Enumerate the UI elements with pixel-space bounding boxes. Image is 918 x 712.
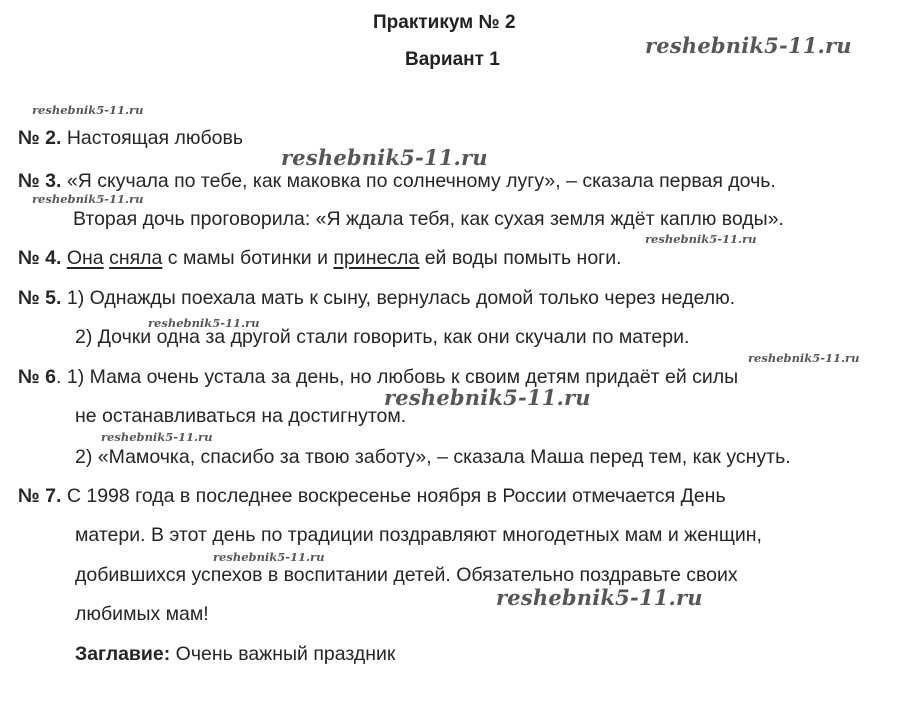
underlined-predicate: принесла <box>333 247 420 269</box>
task-7-title-line <box>75 643 395 666</box>
task-number: № 2. <box>18 127 62 149</box>
watermark: reshebnik5-11.ru <box>148 316 260 330</box>
watermark: reshebnik5-11.ru <box>384 385 591 410</box>
watermark: reshebnik5-11.ru <box>645 33 852 58</box>
task-number: № 5. <box>18 287 62 309</box>
watermark: reshebnik5-11.ru <box>496 585 703 610</box>
task-5-line-2: 2) Дочки одна за другой стали говорить, как они скучали по матери. <box>75 326 690 348</box>
task-text: ей воды помыть ноги. <box>424 247 622 269</box>
task-7-line-2: матери. В этот день по традиции поздравляют многодетных мам и женщин, <box>75 524 762 546</box>
title-text: Очень важный праздник <box>175 643 396 665</box>
watermark: reshebnik5-11.ru <box>748 351 860 365</box>
title-label: Заглавие: <box>75 643 171 665</box>
watermark: reshebnik5-11.ru <box>101 430 213 444</box>
task-7 <box>18 485 726 508</box>
variant-title: Вариант 1 <box>405 49 500 70</box>
task-6-line-2: не останавливаться на достигнутом. <box>75 405 407 427</box>
watermark: reshebnik5-11.ru <box>32 192 144 206</box>
page-title: Практикум № 2 <box>373 12 516 33</box>
task-2 <box>18 127 243 150</box>
task-number: № 3. <box>18 170 62 192</box>
task-text: 1) Однажды поехала мать к сыну, вернулась домой только через неделю. <box>66 287 736 309</box>
task-5 <box>18 287 735 310</box>
task-6-line-3: 2) «Мамочка, спасибо за твою заботу», – сказала Маша перед тем, как уснуть. <box>75 446 791 468</box>
task-3 <box>18 170 776 193</box>
task-6 <box>18 366 738 389</box>
watermark: reshebnik5-11.ru <box>32 103 144 117</box>
task-text: «Я скучала по тебе, как маковка по солнечному лугу», – сказала первая дочь. <box>66 170 776 192</box>
task-text: Настоящая любовь <box>66 127 244 149</box>
task-text: . 1) Мама очень устала за день, но любовь к своим детям придаёт ей силы <box>56 366 739 388</box>
task-4 <box>18 247 622 270</box>
task-3-line-2: Вторая дочь проговорила: «Я ждала тебя, как сухая земля ждёт каплю воды». <box>73 208 784 230</box>
task-number: № 6 <box>18 366 57 388</box>
watermark: reshebnik5-11.ru <box>281 145 488 170</box>
underlined-subject: Она <box>66 247 104 269</box>
task-text: С 1998 года в последнее воскресенье ноября в России отмечается День <box>66 485 726 507</box>
task-text: с мамы ботинки и <box>167 247 328 269</box>
task-number: № 7. <box>18 485 62 507</box>
task-7-line-3: добившихся успехов в воспитании детей. Обязательно поздравьте своих <box>75 564 738 586</box>
task-number: № 4. <box>18 247 62 269</box>
watermark: reshebnik5-11.ru <box>645 232 757 246</box>
task-7-line-4: любимых мам! <box>75 603 209 625</box>
watermark: reshebnik5-11.ru <box>213 550 325 564</box>
underlined-predicate: сняла <box>109 247 163 269</box>
